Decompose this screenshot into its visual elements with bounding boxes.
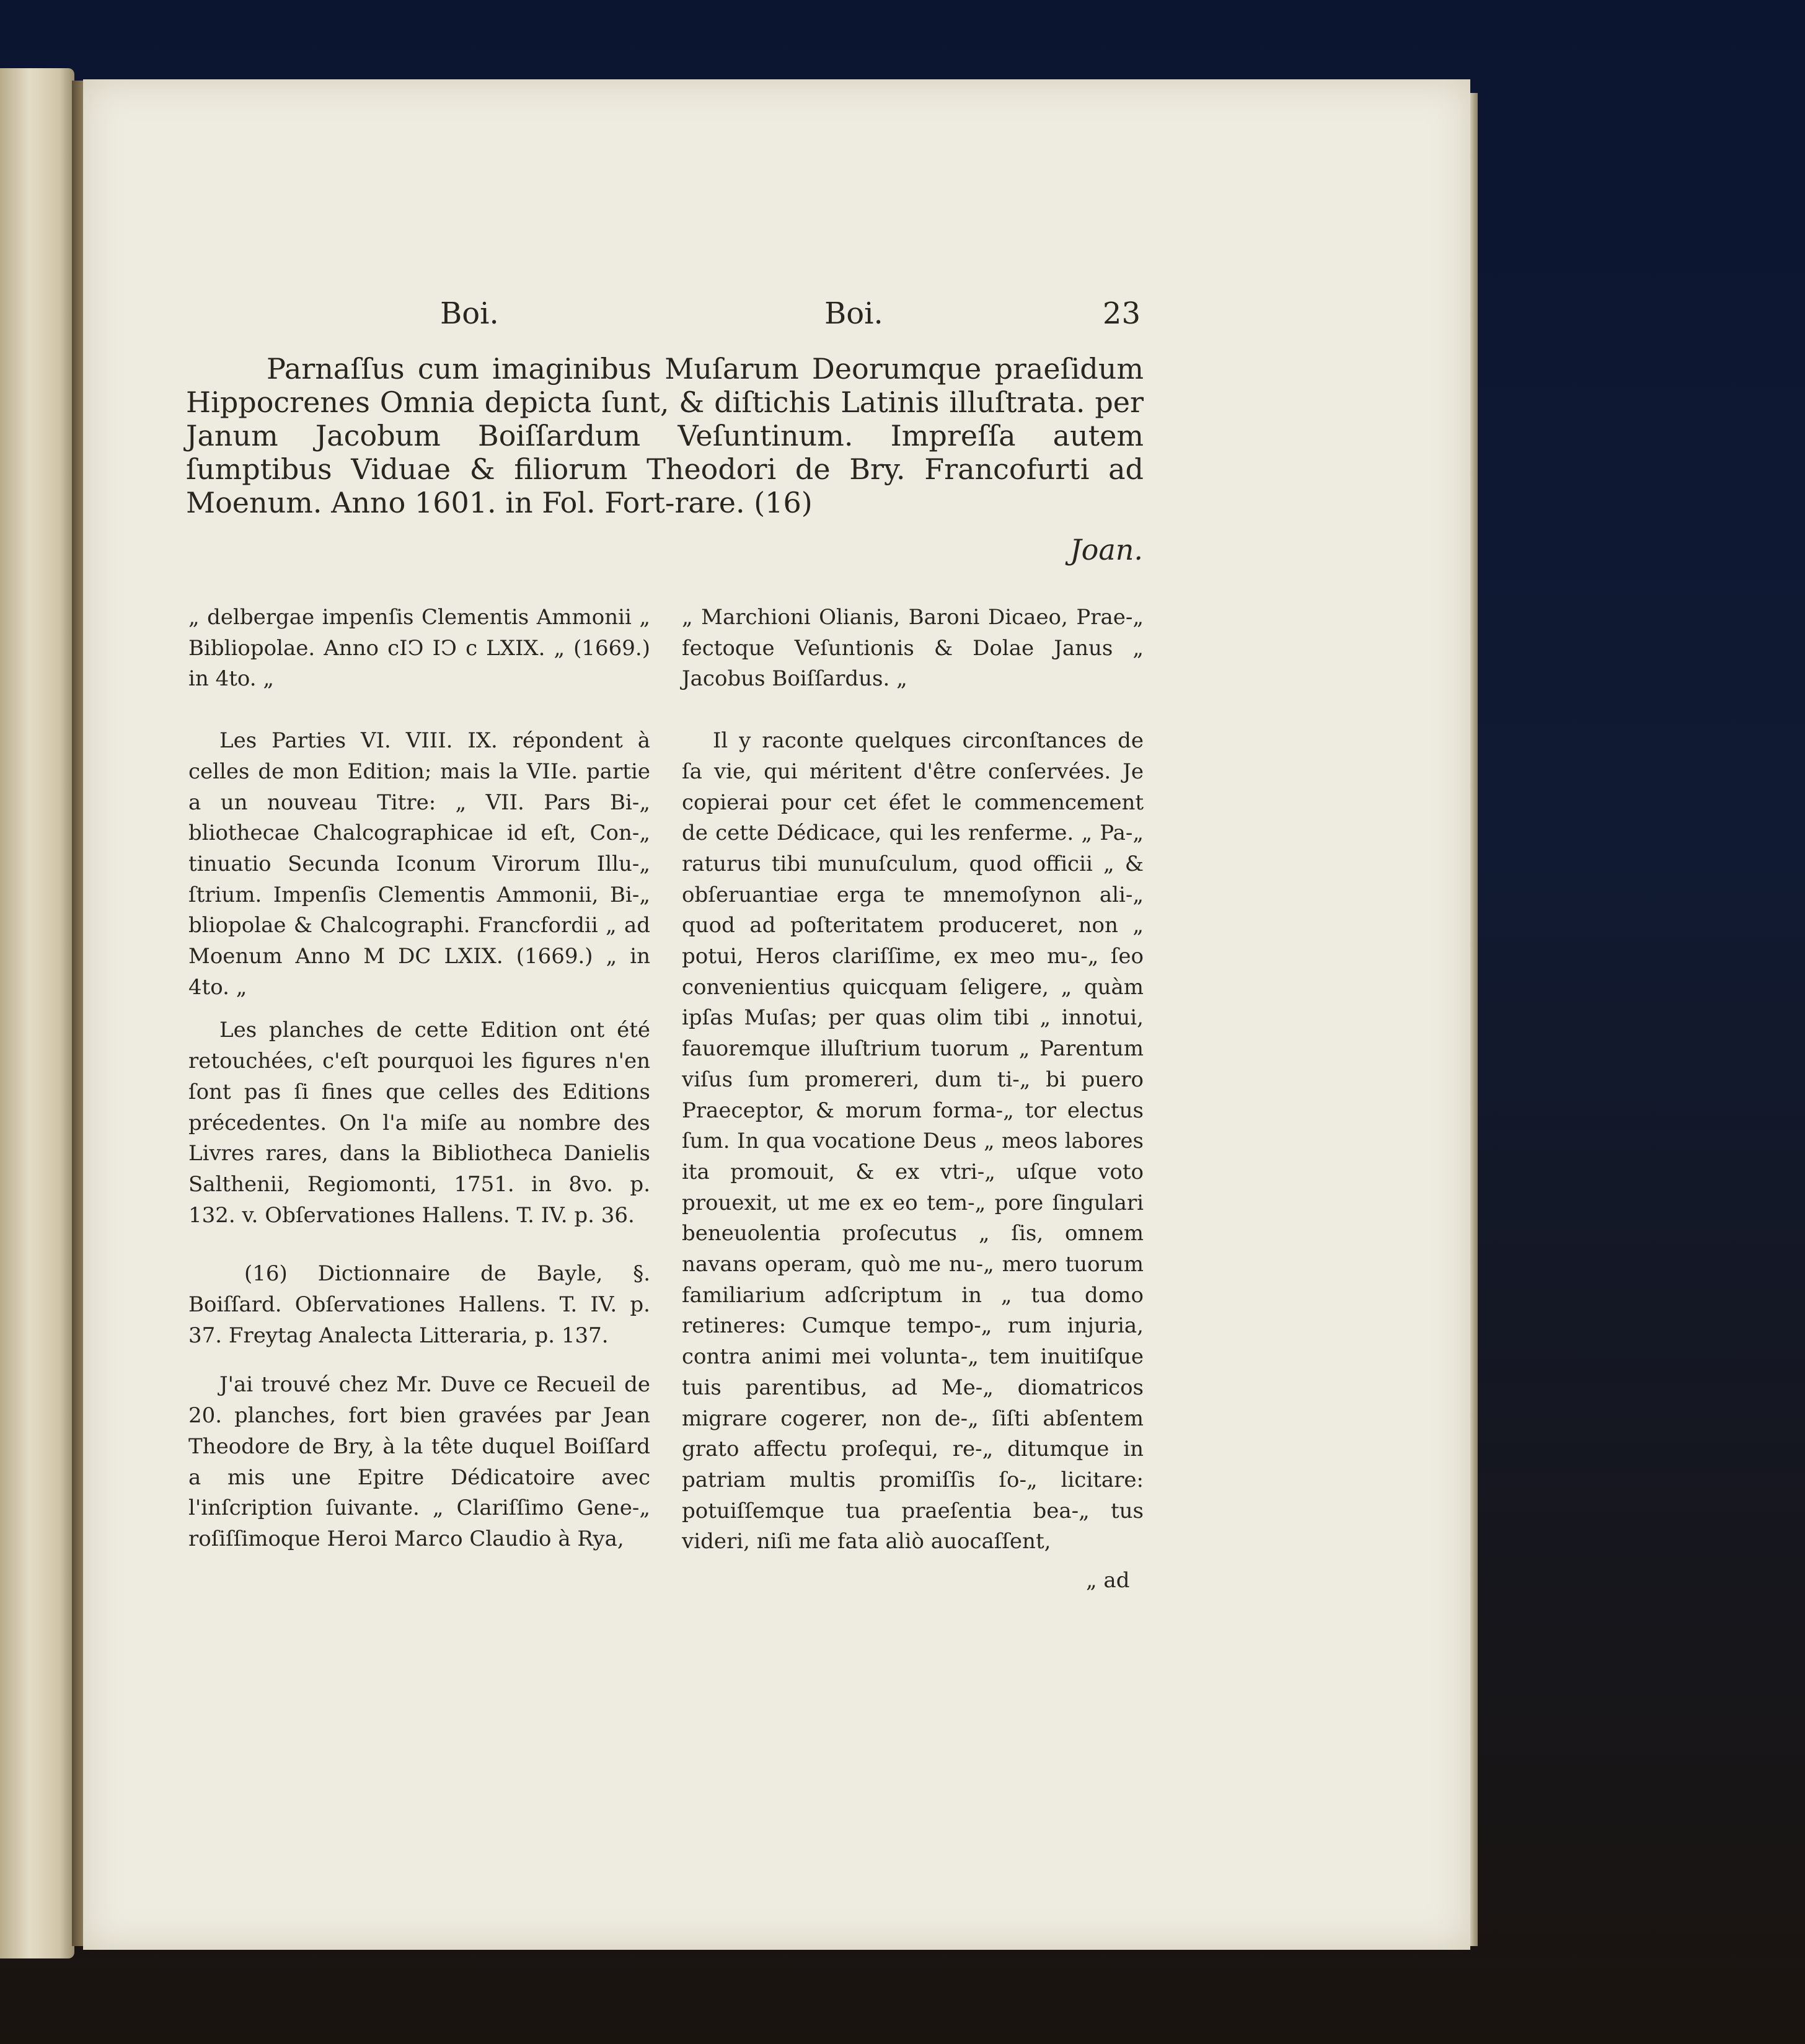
catchword-bottom: „ ad [1086,1568,1130,1593]
book-spine-edge [72,81,83,1946]
title-entry-text: Parnaſſus cum imaginibus Muſarum Deorumque praeſidum Hippocrenes Omnia depicta ſunt, & diſtichis Latinis illuſtrata. per Janum Jacobum Boiſſardum Veſuntinum. Impreſſa autem ſumptibus Viduae & filiorum Theodori de Bry. Francofurti ad Moenum. Anno 1601. in Fol. Fort-rare. (16) [186,352,1144,519]
previous-page-edge [0,68,74,1958]
left-paragraph: J'ai trouvé chez Mr. Duve ce Recueil de 20. planches, fort bien gravées par Jean Theodore de Bry, à la tête duquel Boiſſard a mis une Epitre Dédicatoire avec l'inſcription ſuivante. „ Clariſſimo Gene-„ roſiſſimoque Heroi Marco Claudio à Rya, [188,1372,650,1551]
running-header [440,296,1141,340]
left-paragraph: Les Parties VI. VIII. IX. répondent à celles de mon Edition; mais la VIIe. partie a un nouveau Titre: „ VII. Pars Bi-„ bliothecae Chalcographicae id eſt, Con-„ tinuatio Secunda Iconum Virorum Illu-„ ſtrium. Impenſis Clementis Ammonii, Bi-„ bliopolae & Chalcographi. Francfordii „ ad Moenum Anno M DC LXIX. (1669.) „ in 4to. „ [188,728,650,1000]
footnote-16: (16) Dictionnaire de Bayle, §. Boiſſard. Obſervationes Hallens. T. IV. p. 37. Freytag Analecta Litteraria, p. 137. [188,1261,650,1348]
right-paragraph: Il y raconte quelques circonſtances de ſa vie, qui méritent d'être conſervées. Je copierai pour cet éfet le commencement de cette Dédicace, qui les renferme. „ Pa-„ raturus tibi munuſculum, quod officii „ & obſeruantiae erga te mnemoſynon ali-„ quod ad poſteritatem produceret, non „ potui, Heros clariſſime, ex meo mu-„ ſeo convenientius quicquam ſeligere, „ quàm ipſas Muſas; per quas olim tibi „ innotui, fauoremque illuſtrium tuorum „ Parentum viſus ſum promereri, dum ti-„ bi puero Praeceptor, & morum forma-„ tor electus ſum. In qua vocatione Deus „ meos labores ita promouit, & ex vtri-„ uſque voto prouexit, ut me ex eo tem-„ pore ſingulari beneuolentia proſecutus „ ſis, omnem navans operam, quò me nu-„ mero tuorum familiarium adſcriptum in „ tua domo retineres: Cumque tempo-„ rum injuria, contra animi mei volunta-„ tem inuitiſque tuis parentibus, ad Me-„ diomatricos migrare cogerer, non de-„ ſiſti abſentem grato affectu proſequi, re-„ ditumque in patriam multis promiſſis ſo-„ licitare: potuiſſemque tua praeſentia bea-„ tus videri, niſi me fata aliò auocaſſent, [682,728,1144,1554]
bibliographic-title-entry [186,352,1144,519]
running-head-center: Boi. [824,296,883,331]
left-paragraph: „ delbergae impenſis Clementis Ammonii „ Bibliopolae. Anno cIↃ IↃ c LXIX. „ (1669.) in 4to. „ [188,605,650,692]
right-column [682,602,1144,1570]
left-column [188,602,650,1567]
left-paragraph: Les planches de cette Edition ont été retouchées, c'eſt pourquoi les figures n'en ſont pas ſi fines que celles des Editions précedentes. On l'a miſe au nombre des Livres rares, dans la Bibliotheca Danielis Salthenii, Regiomonti, 1751. in 8vo. p. 132. v. Obſervationes Hallens. T. IV. p. 36. [188,1018,650,1228]
page-number: 23 [1102,296,1141,331]
catchword-top: Joan. [1070,533,1143,566]
right-paragraph: „ Marchioni Olianis, Baroni Dicaeo, Prae-„ fectoque Veſuntionis & Dolae Janus „ Jacobus Boiſſardus. „ [682,605,1144,692]
page-fore-edge [1470,93,1478,1946]
running-head-left: Boi. [440,296,499,331]
